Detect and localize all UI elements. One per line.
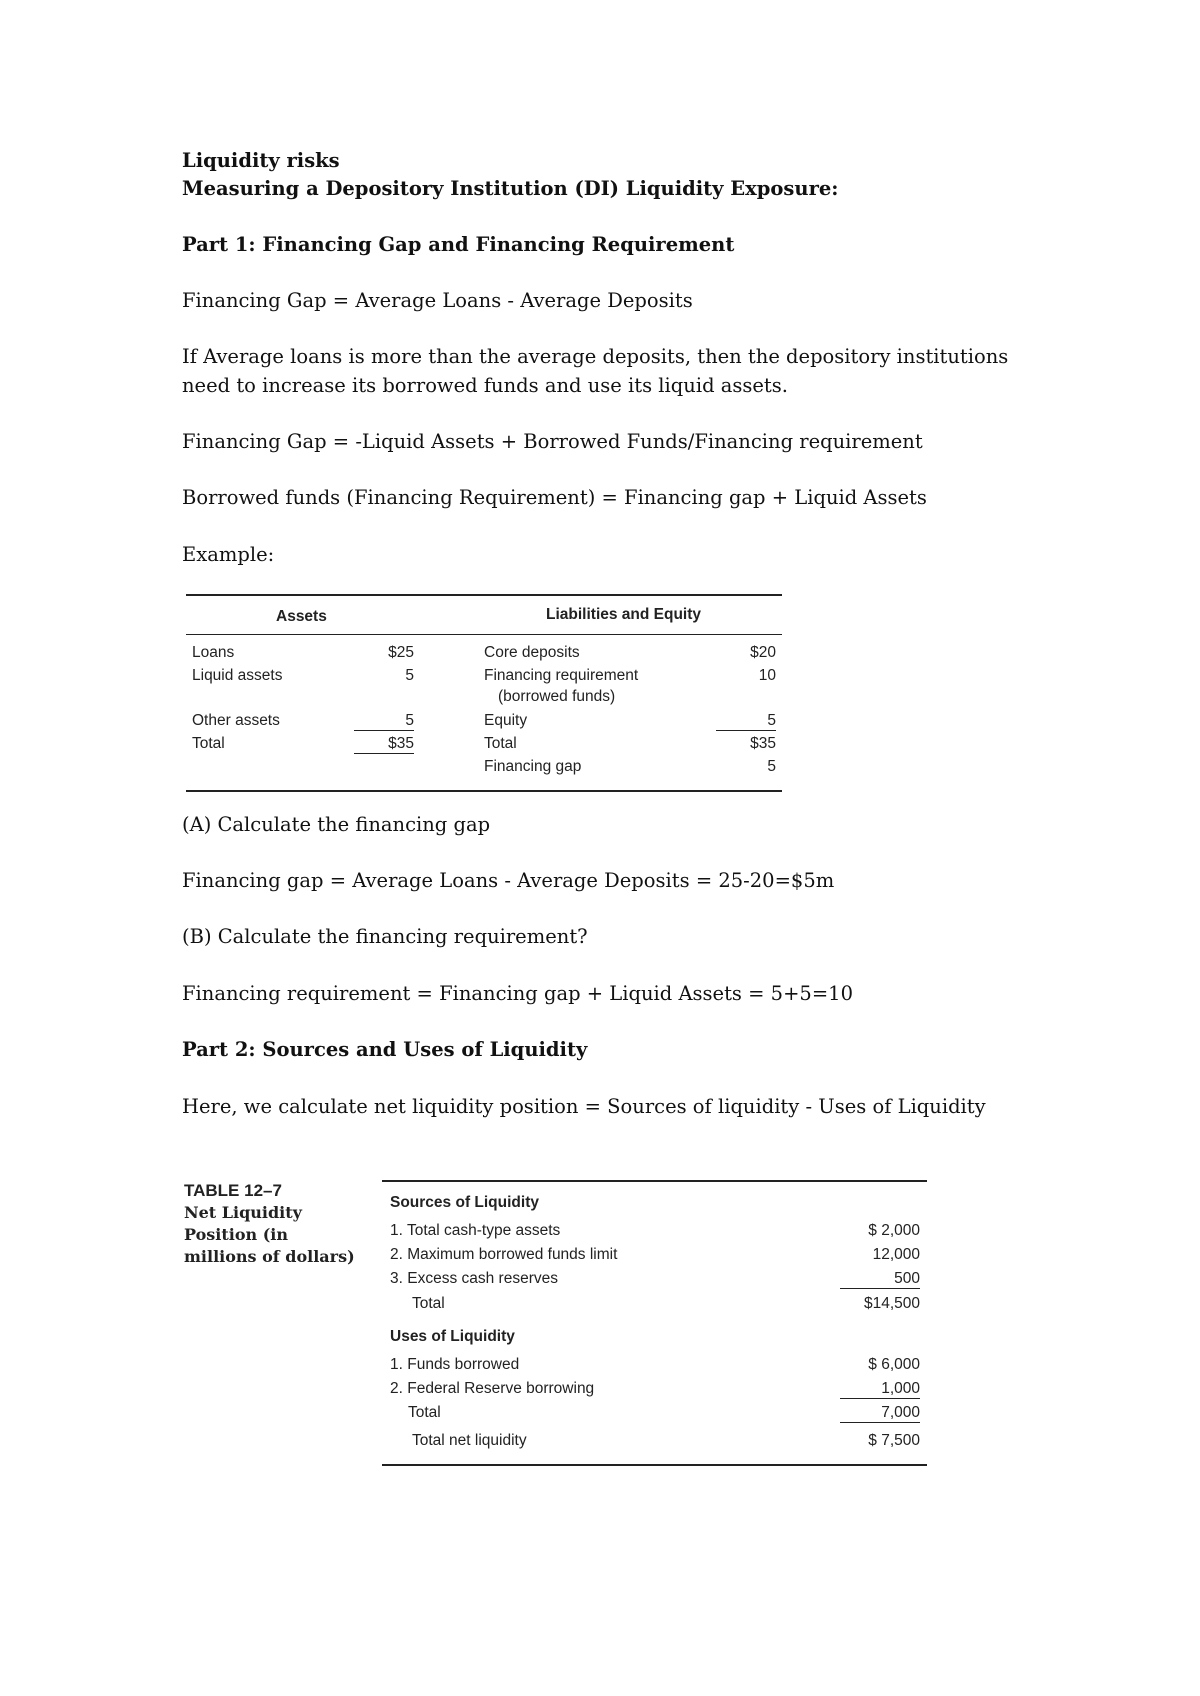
table-caption-line: Net Liquidity xyxy=(184,1203,302,1222)
liability-label: Financing requirement xyxy=(484,667,639,684)
answer-b: Financing requirement = Financing gap + Liquid Assets = 5+5=10 xyxy=(182,982,853,1005)
net-liquidity-value: $ 7,500 xyxy=(868,1432,920,1449)
document-title: Liquidity risks xyxy=(182,149,340,172)
use-label: 1. Funds borrowed xyxy=(390,1356,520,1373)
source-label: 3. Excess cash reserves xyxy=(390,1270,558,1287)
table-caption-line: Position (in xyxy=(184,1225,288,1244)
liability-value: 10 xyxy=(758,667,776,684)
liability-label: Equity xyxy=(484,712,528,729)
liability-value: 5 xyxy=(716,712,776,731)
source-label: Total xyxy=(412,1295,445,1312)
liability-value: $35 xyxy=(750,735,776,752)
liability-label-sub: (borrowed funds) xyxy=(498,688,616,705)
use-value: 7,000 xyxy=(840,1404,920,1423)
paragraph-line: If Average loans is more than the average deposits, then the depository institutions xyxy=(182,345,1009,368)
source-value: 500 xyxy=(840,1270,920,1289)
use-label: Total xyxy=(408,1404,441,1421)
net-liquidity-label: Total net liquidity xyxy=(412,1432,527,1449)
source-label: 1. Total cash-type assets xyxy=(390,1222,561,1239)
use-value: 1,000 xyxy=(840,1380,920,1399)
asset-label: Other assets xyxy=(192,712,280,729)
table-caption-line: millions of dollars) xyxy=(184,1247,355,1266)
liabilities-header: Liabilities and Equity xyxy=(546,606,702,623)
document-subtitle: Measuring a Depository Institution (DI) Liquidity Exposure: xyxy=(182,177,839,200)
source-value: $ 2,000 xyxy=(868,1222,920,1239)
sources-header: Sources of Liquidity xyxy=(390,1194,539,1211)
use-label: 2. Federal Reserve borrowing xyxy=(390,1380,595,1397)
source-label: 2. Maximum borrowed funds limit xyxy=(390,1246,618,1263)
liability-value: 5 xyxy=(767,758,776,775)
liability-value: $20 xyxy=(750,644,776,661)
answer-a: Financing gap = Average Loans - Average Deposits = 25-20=$5m xyxy=(182,869,835,892)
liability-label: Financing gap xyxy=(484,758,582,775)
formula-financing-gap: Financing Gap = Average Loans - Average Deposits xyxy=(182,289,693,312)
asset-label: Loans xyxy=(192,644,235,661)
liability-label: Core deposits xyxy=(484,644,580,661)
part1-heading: Part 1: Financing Gap and Financing Requirement xyxy=(182,233,735,256)
asset-label: Total xyxy=(192,735,225,752)
example-label: Example: xyxy=(182,543,275,566)
formula-financing-gap-alt: Financing Gap = -Liquid Assets + Borrowed Funds/Financing requirement xyxy=(182,430,923,453)
uses-header: Uses of Liquidity xyxy=(390,1328,515,1345)
table-caption xyxy=(184,1180,364,1268)
asset-value: 5 xyxy=(405,667,414,684)
asset-value: $25 xyxy=(388,644,414,661)
net-liquidity-table xyxy=(182,1180,942,1480)
assets-header: Assets xyxy=(276,608,327,625)
part2-text: Here, we calculate net liquidity position = Sources of liquidity - Uses of Liquidity xyxy=(182,1095,986,1118)
asset-label: Liquid assets xyxy=(192,667,283,684)
asset-value: $35 xyxy=(354,735,414,754)
balance-sheet-table xyxy=(182,594,782,796)
use-value: $ 6,000 xyxy=(868,1356,920,1373)
question-a: (A) Calculate the financing gap xyxy=(182,813,491,836)
formula-borrowed-funds: Borrowed funds (Financing Requirement) = Financing gap + Liquid Assets xyxy=(182,486,927,509)
table-number: TABLE 12–7 xyxy=(184,1181,282,1200)
source-value: $14,500 xyxy=(863,1295,920,1312)
part2-heading: Part 2: Sources and Uses of Liquidity xyxy=(182,1038,588,1061)
paragraph-line: need to increase its borrowed funds and use its liquid assets. xyxy=(182,374,788,397)
asset-value: 5 xyxy=(354,712,414,731)
liability-label: Total xyxy=(484,735,517,752)
source-value: 12,000 xyxy=(872,1246,920,1263)
question-b: (B) Calculate the financing requirement? xyxy=(182,925,588,948)
